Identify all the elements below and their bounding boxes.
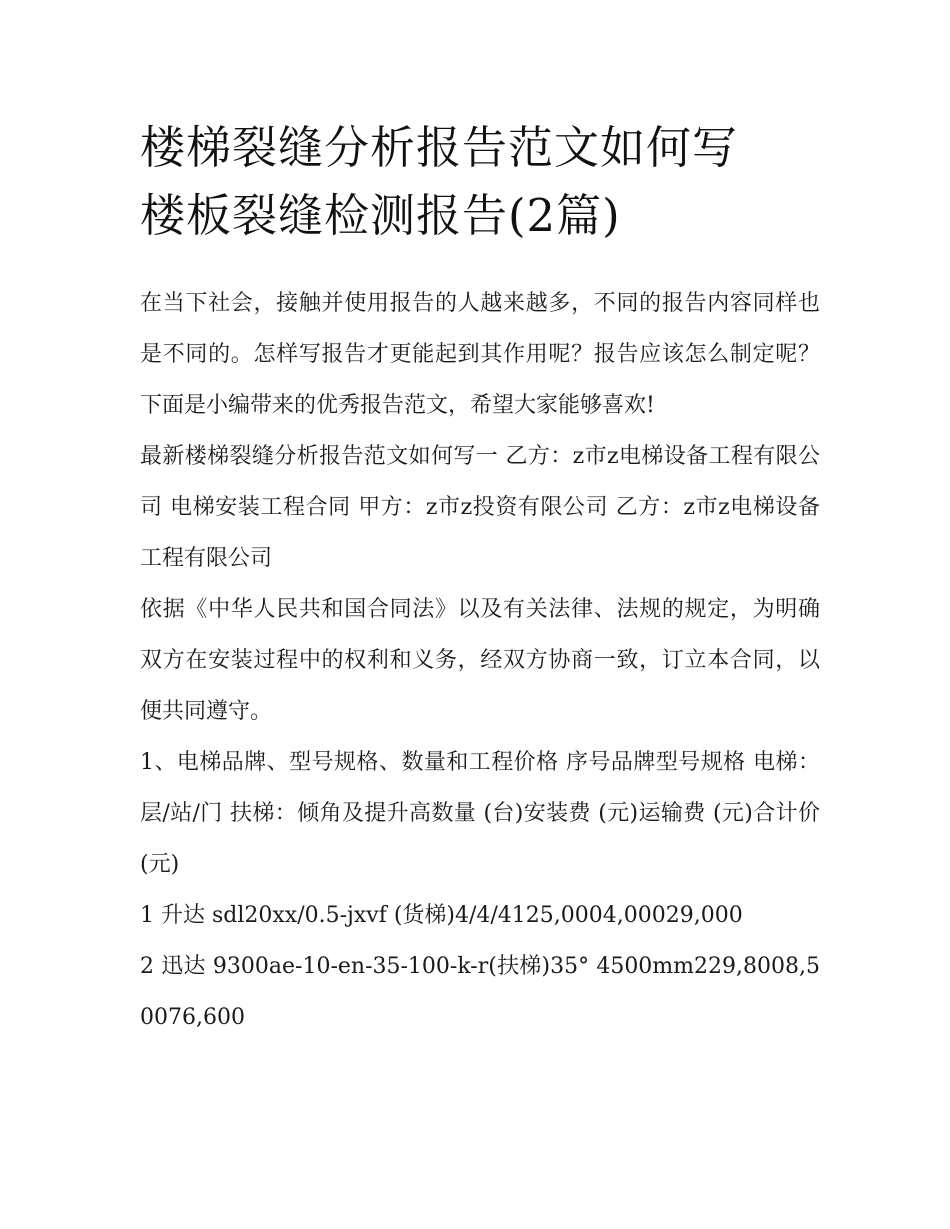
paragraph-price-header: 1、电梯品牌、型号规格、数量和工程价格 序号品牌型号规格 电梯：层/站/门 扶梯：倾角及提升高数量 (台)安装费 (元)运输费 (元)合计价 (元) (140, 750, 820, 877)
paragraph-legal-basis: 依据《中华人民共和国合同法》以及有关法律、法规的规定，为明确双方在安装过程中的权利和义务，经双方协商一致，订立本合同，以便共同遵守。 (140, 597, 820, 724)
paragraph-parties: 最新楼梯裂缝分析报告范文如何写一 乙方：z市z电梯设备工程有限公司 电梯安装工程合同 甲方：z市z投资有限公司 乙方：z市z电梯设备工程有限公司 (140, 444, 820, 571)
document-title (140, 114, 820, 250)
paragraph-item-1: 1 升达 sdl20xx/0.5-jxvf (货梯)4/4/4125,0004,00029,000 (140, 903, 743, 928)
paragraph-intro: 在当下社会，接触并使用报告的人越来越多，不同的报告内容同样也是不同的。怎样写报告才更能起到其作用呢？报告应该怎么制定呢？下面是小编带来的优秀报告范文，希望大家能够喜欢! (140, 291, 820, 418)
paragraph-item-2: 2 迅达 9300ae-10-en-35-100-k-r(扶梯)35° 4500mm229,8008,50076,600 (140, 954, 820, 1030)
document-body (140, 278, 820, 1043)
title-line-1: 楼梯裂缝分析报告范文如何写 (140, 121, 739, 174)
title-line-2: 楼板裂缝检测报告(2篇) (140, 189, 621, 242)
